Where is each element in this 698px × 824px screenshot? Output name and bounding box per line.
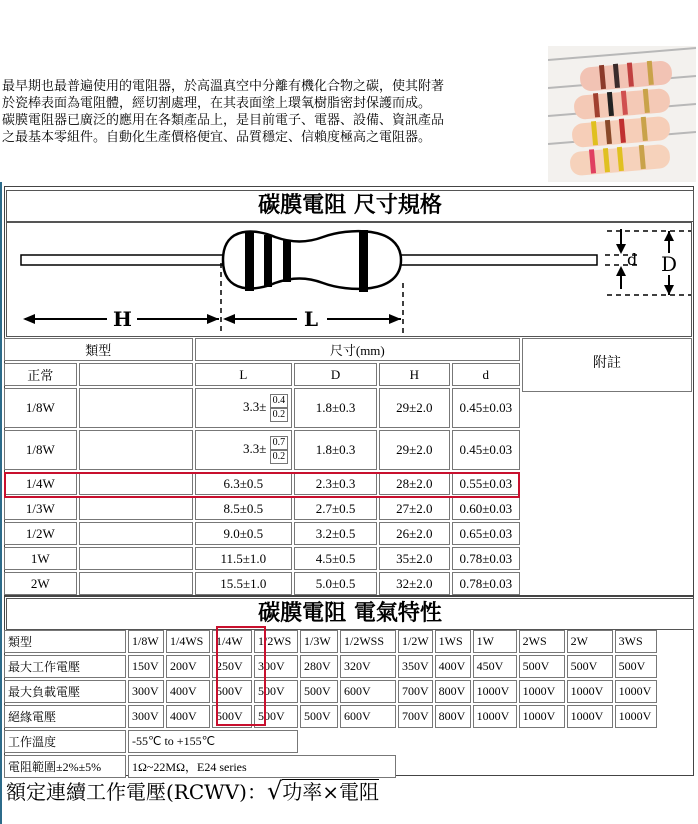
cell: 300V xyxy=(254,655,298,678)
table-row xyxy=(4,572,520,595)
tolerance-top: 0.7 xyxy=(270,436,289,450)
row-l-value: 3.3± xyxy=(242,440,267,456)
cell: 450V xyxy=(473,655,517,678)
cell: 3WS xyxy=(615,630,657,653)
cell: 1/8W xyxy=(128,630,164,653)
row-type: 1/4W xyxy=(4,472,77,495)
row-blank xyxy=(79,547,193,570)
row-l: 11.5±1.0 xyxy=(195,547,292,570)
row-l: 8.5±0.5 xyxy=(195,497,292,520)
cell: 600V xyxy=(340,680,396,703)
intro-line: 碳膜電阻器已廣泛的應用在各類產品上，是目前電子、電器、設備、資訊產品 xyxy=(2,113,445,128)
cell: 500V xyxy=(567,655,613,678)
dimension-label-h: H xyxy=(113,307,132,331)
cell: 400V xyxy=(166,705,210,728)
rcwv-formula xyxy=(6,776,379,805)
cell: 500V xyxy=(615,655,657,678)
electrical-row-type xyxy=(4,630,657,653)
intro-line: 最早期也最普遍使用的電阻器，於高溫真空中分離有機化合物之碳，使其附著 xyxy=(2,79,445,94)
row-dd: 0.55±0.03 xyxy=(452,472,520,495)
row-l: 15.5±1.0 xyxy=(195,572,292,595)
electrical-row-resistance-range xyxy=(4,755,657,778)
row-l: 6.3±0.5 xyxy=(195,472,292,495)
sqrt-icon: √ xyxy=(266,777,283,805)
row-l: 9.0±0.5 xyxy=(195,522,292,545)
cell: 500V xyxy=(212,705,252,728)
cell: 500V xyxy=(254,705,298,728)
cell: 1000V xyxy=(473,680,517,703)
cell: 500V xyxy=(254,680,298,703)
electrical-row-temperature xyxy=(4,730,657,753)
cell: 1000V xyxy=(567,680,613,703)
cell: 800V xyxy=(435,705,471,728)
cell: 200V xyxy=(166,655,210,678)
cell: 500V xyxy=(519,655,565,678)
dimension-label-d-big: D xyxy=(661,252,678,276)
cell: 1Ω~22MΩ，E24 series xyxy=(128,755,396,778)
intro-line: 之最基本零組件。自動化生產價格便宜、品質穩定、信賴度極高之電阻器。 xyxy=(2,130,432,145)
cell: 1000V xyxy=(567,705,613,728)
cell: 320V xyxy=(340,655,396,678)
row-l-value: 3.3± xyxy=(242,398,267,414)
cell: -55℃ to +155℃ xyxy=(128,730,298,753)
row-d: 2.7±0.5 xyxy=(294,497,377,520)
row-type: 1/3W xyxy=(4,497,77,520)
row-d: 1.8±0.3 xyxy=(294,388,377,428)
intro-text xyxy=(2,78,547,146)
table-row xyxy=(4,547,520,570)
dimension-label-l: L xyxy=(304,307,319,331)
cell: 1W xyxy=(473,630,517,653)
cell: 600V xyxy=(340,705,396,728)
row-d: 5.0±0.5 xyxy=(294,572,377,595)
cell: 1/3W xyxy=(300,630,338,653)
row-h: 32±2.0 xyxy=(379,572,450,595)
row-dd: 0.65±0.03 xyxy=(452,522,520,545)
row-blank xyxy=(79,522,193,545)
row-blank xyxy=(79,388,193,428)
header-type: 類型 xyxy=(4,338,193,361)
cell: 500V xyxy=(300,680,338,703)
highlight-column-1-4w xyxy=(216,626,266,726)
row-type: 2W xyxy=(4,572,77,595)
header-l: L xyxy=(195,363,292,386)
cell: 300V xyxy=(128,705,164,728)
tolerance-bottom: 0.2 xyxy=(270,450,289,464)
table-row xyxy=(4,430,520,470)
row-d: 1.8±0.3 xyxy=(294,430,377,470)
row-h: 28±2.0 xyxy=(379,472,450,495)
cell: 280V xyxy=(300,655,338,678)
electrical-row-max-working-voltage xyxy=(4,655,657,678)
cell: 1/2WSS xyxy=(340,630,396,653)
header-h: H xyxy=(379,363,450,386)
row-type: 1/8W xyxy=(4,430,77,470)
cell: 700V xyxy=(398,705,433,728)
row-d: 3.2±0.5 xyxy=(294,522,377,545)
row-h: 35±2.0 xyxy=(379,547,450,570)
electrical-row-max-overload-voltage xyxy=(4,680,657,703)
tolerance-top: 0.4 xyxy=(270,394,289,408)
cell: 250V xyxy=(212,655,252,678)
row-dd: 0.60±0.03 xyxy=(452,497,520,520)
row-h: 26±2.0 xyxy=(379,522,450,545)
row-dd: 0.78±0.03 xyxy=(452,572,520,595)
row-d: 2.3±0.3 xyxy=(294,472,377,495)
electrical-title: 碳膜電阻 電氣特性 xyxy=(6,598,694,630)
cell: 700V xyxy=(398,680,433,703)
row-l xyxy=(195,388,292,428)
dimension-label-d-small: d xyxy=(627,250,638,269)
cell: 800V xyxy=(435,680,471,703)
tolerance-bottom: 0.2 xyxy=(270,408,289,422)
cell: 400V xyxy=(166,680,210,703)
table-row xyxy=(4,497,520,520)
cell: 1000V xyxy=(473,705,517,728)
row-label: 工作溫度 xyxy=(4,730,126,753)
row-type: 1/8W xyxy=(4,388,77,428)
row-label: 最大工作電壓 xyxy=(4,655,126,678)
dimension-table xyxy=(2,336,522,597)
cell: 1000V xyxy=(615,680,657,703)
cell: 1/4WS xyxy=(166,630,210,653)
row-dd: 0.78±0.03 xyxy=(452,547,520,570)
formula-prefix: 額定連續工作電壓(RCWV)： xyxy=(6,780,267,804)
header-dd: d xyxy=(452,363,520,386)
row-label: 絕緣電壓 xyxy=(4,705,126,728)
cell: 1/2W xyxy=(398,630,433,653)
cell: 500V xyxy=(300,705,338,728)
table-row xyxy=(4,388,520,428)
header-normal: 正常 xyxy=(4,363,77,386)
highlight-row-1-4w xyxy=(4,472,520,498)
row-blank xyxy=(79,572,193,595)
row-h: 29±2.0 xyxy=(379,430,450,470)
cell: 500V xyxy=(212,680,252,703)
resistor-photo xyxy=(548,46,696,182)
cell: 300V xyxy=(128,680,164,703)
electrical-row-insulation-voltage xyxy=(4,705,657,728)
cell: 150V xyxy=(128,655,164,678)
row-dd: 0.45±0.03 xyxy=(452,388,520,428)
row-h: 29±2.0 xyxy=(379,388,450,428)
tolerance-box xyxy=(270,436,289,464)
row-blank xyxy=(79,497,193,520)
cell: 350V xyxy=(398,655,433,678)
row-label: 最大負載電壓 xyxy=(4,680,126,703)
note-header: 附註 xyxy=(522,338,692,392)
formula-body: 功率×電阻 xyxy=(282,780,380,804)
intro-line: 於瓷棒表面為電阻體，經切割處理，在其表面塗上環氧樹脂密封保護而成。 xyxy=(2,96,432,111)
row-d: 4.5±0.5 xyxy=(294,547,377,570)
cell: 1000V xyxy=(519,705,565,728)
header-blank xyxy=(79,363,193,386)
row-l xyxy=(195,430,292,470)
cell: 2W xyxy=(567,630,613,653)
resistor-drawing xyxy=(6,222,692,337)
header-dimensions: 尺寸(mm) xyxy=(195,338,520,361)
row-label: 類型 xyxy=(4,630,126,653)
cell: 1/4W xyxy=(212,630,252,653)
row-type: 1/2W xyxy=(4,522,77,545)
cell: 1000V xyxy=(519,680,565,703)
row-type: 1W xyxy=(4,547,77,570)
table-row xyxy=(4,522,520,545)
row-blank xyxy=(79,430,193,470)
cell: 2WS xyxy=(519,630,565,653)
row-h: 27±2.0 xyxy=(379,497,450,520)
electrical-table xyxy=(2,628,659,780)
row-label: 電阻範圍±2%±5% xyxy=(4,755,126,778)
cell: 400V xyxy=(435,655,471,678)
cell: 1WS xyxy=(435,630,471,653)
header-d: D xyxy=(294,363,377,386)
cell: 1/2WS xyxy=(254,630,298,653)
dimension-title: 碳膜電阻 尺寸規格 xyxy=(6,190,694,222)
tolerance-box xyxy=(270,394,289,422)
cell: 1000V xyxy=(615,705,657,728)
row-dd: 0.45±0.03 xyxy=(452,430,520,470)
